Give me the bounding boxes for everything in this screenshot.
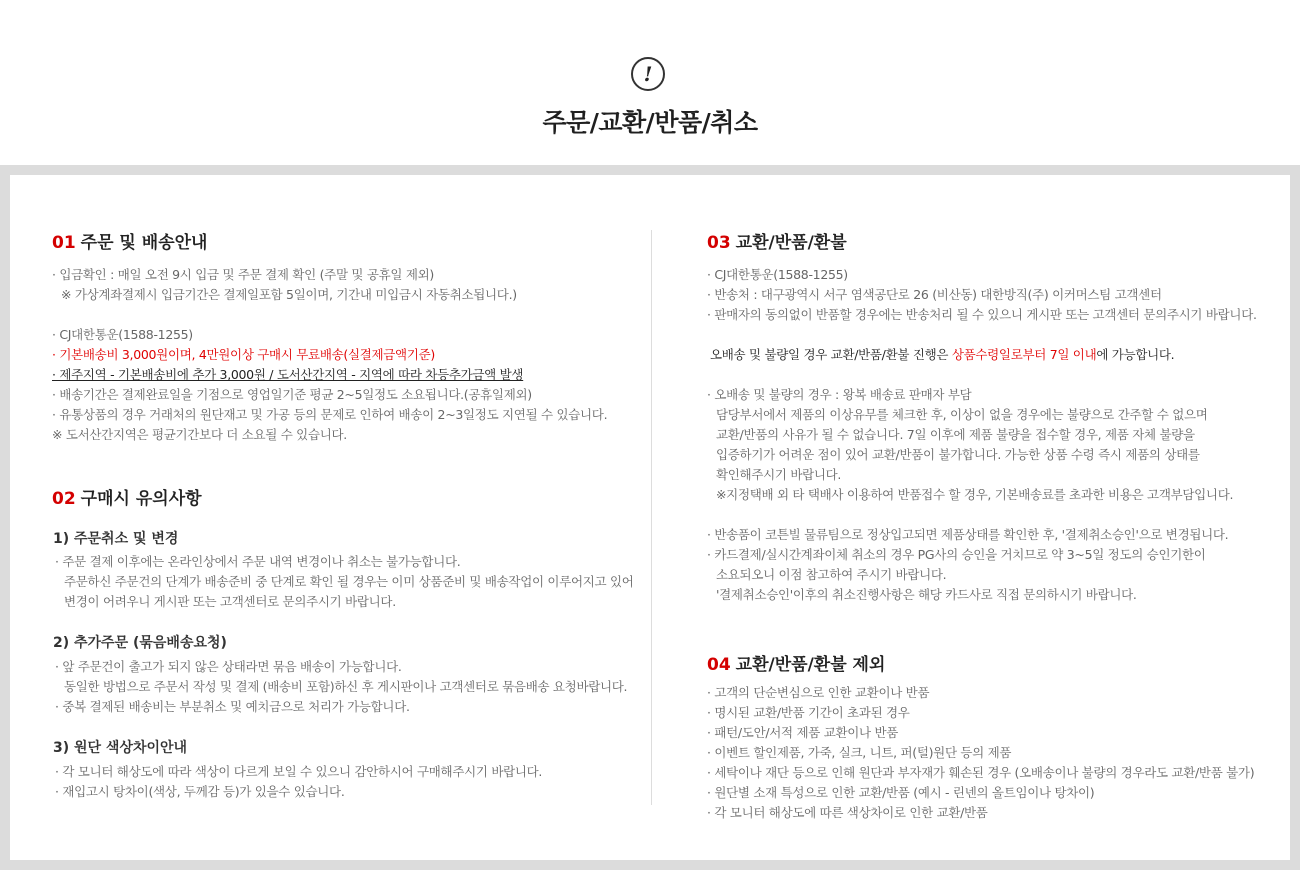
exclusion-item: · 각 모니터 해상도에 따른 색상차이로 인한 교환/반품	[707, 805, 988, 820]
misdelivery-text-4: 입증하기가 어려운 점이 있어 교환/반품이 불가합니다. 가능한 상품 수령 즉시 제품의 상태를	[716, 447, 1200, 462]
additional-text-1: · 앞 주문건이 출고가 되지 않은 상태라면 묶음 배송이 가능합니다.	[55, 659, 402, 674]
section-number: 04	[707, 655, 731, 675]
subsection-color-difference: 3) 원단 색상차이안내	[53, 740, 188, 756]
cancel-text-1: · 주문 결제 이후에는 온라인상에서 주문 내역 변경이나 취소는 불가능합니다.	[55, 554, 461, 569]
jeju-shipping-text: · 제주지역 - 기본배송비에 추가 3,000원 / 도서산간지역 - 지역에 따라 차등추가금액 발생	[52, 367, 524, 382]
section-title: 구매시 유의사항	[80, 489, 202, 509]
section-title: 교환/반품/환불	[735, 233, 847, 253]
delivery-period-text: · 배송기간은 결제완료일을 기점으로 영업일기준 평균 2~5일정도 소요됩니다.(공휴일제외)	[52, 387, 532, 402]
return-address-text: · 반송처 : 대구광역시 서구 염색공단로 26 (비산동) 대한방직(주) 이커머스팀 고객센터	[707, 287, 1162, 302]
misdelivery-text-5: 확인해주시기 바랍니다.	[716, 467, 842, 482]
page-title: 주문/교환/반품/취소	[542, 108, 758, 137]
section-purchase-notes	[52, 484, 202, 509]
section-title: 교환/반품/환불 제외	[735, 655, 886, 675]
exclusion-item: · 고객의 단순변심으로 인한 교환이나 반품	[707, 685, 930, 700]
remote-area-note: ※ 도서산간지역은 평균기간보다 더 소요될 수 있습니다.	[52, 427, 347, 442]
return-period-notice	[710, 345, 1174, 365]
delay-notice-text: · 유통상품의 경우 거래처의 원단재고 및 가공 등의 문제로 인하여 배송이 2~3일정도 지연될 수 있습니다.	[52, 407, 608, 422]
misdelivery-text-1: · 오배송 및 불량의 경우 : 왕복 배송료 판매자 부담	[707, 387, 972, 402]
color-text-1: · 각 모니터 해상도에 따라 색상이 다르게 보일 수 있으니 감안하시어 구매해주시기 바랍니다.	[55, 764, 543, 779]
exclusion-item: · 이벤트 할인제품, 가죽, 실크, 니트, 퍼(털)원단 등의 제품	[707, 745, 1012, 760]
section-exchange-exclusions	[707, 650, 885, 675]
deposit-confirm-text: · 입금확인 : 매일 오전 9시 입금 및 주문 결제 확인 (주말 및 공휴일 제외)	[52, 267, 434, 282]
misdelivery-text-3: 교환/반품의 사유가 될 수 없습니다. 7일 이후에 제품 불량을 접수할 경우, 제품 자체 불량을	[716, 427, 1195, 442]
exclusion-item: · 세탁이나 재단 등으로 인해 원단과 부자재가 훼손된 경우 (오배송이나 불량의 경우라도 교환/반품 불가)	[707, 765, 1255, 780]
return-courier-text: · CJ대한통운(1588-1255)	[707, 267, 848, 282]
refund-text-1: · 반송품이 코튼빌 물류팀으로 정상입고되면 제품상태를 확인한 후, '결제취소승인'으로 변경됩니다.	[707, 527, 1229, 542]
virtual-account-note: ※ 가상계좌결제시 입금기간은 결제일포함 5일이며, 기간내 미입금시 자동취소됩니다.)	[61, 287, 517, 302]
additional-text-2: 동일한 방법으로 주문서 작성 및 결제 (배송비 포함)하신 후 게시판이나 고객센터로 묶음배송 요청바랍니다.	[64, 679, 628, 694]
notice-text-end: 에 가능합니다.	[1096, 347, 1175, 362]
misdelivery-text-6: ※지정택배 외 타 택배사 이용하여 반품접수 할 경우, 기본배송료를 초과한 비용은 고객부담입니다.	[716, 487, 1234, 502]
page-header	[0, 0, 1300, 165]
subsection-cancel-change: 1) 주문취소 및 변경	[53, 531, 179, 547]
info-panel	[10, 175, 1290, 860]
additional-text-3: · 중복 결제된 배송비는 부분취소 및 예치금으로 처리가 가능합니다.	[55, 699, 410, 714]
section-exchange-return	[707, 228, 847, 253]
exclusion-item: · 명시된 교환/반품 기간이 초과된 경우	[707, 705, 910, 720]
exclamation-circle-icon: !	[631, 57, 665, 91]
section-order-shipping	[52, 228, 207, 253]
section-number: 02	[52, 489, 76, 509]
refund-text-4: '결제취소승인'이후의 취소진행사항은 해당 카드사로 직접 문의하시기 바랍니다.	[716, 587, 1137, 602]
section-number: 03	[707, 233, 731, 253]
exclusion-item: · 패턴/도안/서적 제품 교환이나 반품	[707, 725, 899, 740]
info-frame	[0, 165, 1300, 870]
cancel-text-2: 주문하신 주문건의 단계가 배송준비 중 단계로 확인 될 경우는 이미 상품준비 및 배송작업이 이루어지고 있어	[64, 574, 634, 589]
seller-consent-text: · 판매자의 동의없이 반품할 경우에는 반송처리 될 수 있으니 게시판 또는 고객센터 문의주시기 바랍니다.	[707, 307, 1257, 322]
subsection-additional-order: 2) 추가주문 (묶음배송요청)	[53, 635, 227, 651]
courier-text: · CJ대한통운(1588-1255)	[52, 327, 193, 342]
color-text-2: · 재입고시 탕차이(색상, 두께감 등)가 있을수 있습니다.	[55, 784, 345, 799]
notice-period-highlight: 상품수령일로부터 7일 이내	[951, 347, 1097, 362]
refund-text-2: · 카드결제/실시간계좌이체 취소의 경우 PG사의 승인을 거치므로 약 3~5일 정도의 승인기한이	[707, 547, 1206, 562]
shipping-fee-text: · 기본배송비 3,000원이며, 4만원이상 구매시 무료배송(실결제금액기준)	[52, 347, 435, 362]
refund-text-3: 소요되오니 이점 참고하여 주시기 바랍니다.	[716, 567, 947, 582]
notice-text-start: 오배송 및 불량일 경우 교환/반품/환불 진행은	[710, 347, 952, 362]
cancel-text-3: 변경이 어려우니 게시판 또는 고객센터로 문의주시기 바랍니다.	[64, 594, 396, 609]
column-divider	[651, 230, 652, 805]
misdelivery-text-2: 담당부서에서 제품의 이상유무를 체크한 후, 이상이 없을 경우에는 불량으로 간주할 수 없으며	[716, 407, 1208, 422]
exclusion-item: · 원단별 소재 특성으로 인한 교환/반품 (예시 - 린넨의 올트임이나 탕차이)	[707, 785, 1095, 800]
section-title: 주문 및 배송안내	[80, 233, 208, 253]
section-number: 01	[52, 233, 76, 253]
